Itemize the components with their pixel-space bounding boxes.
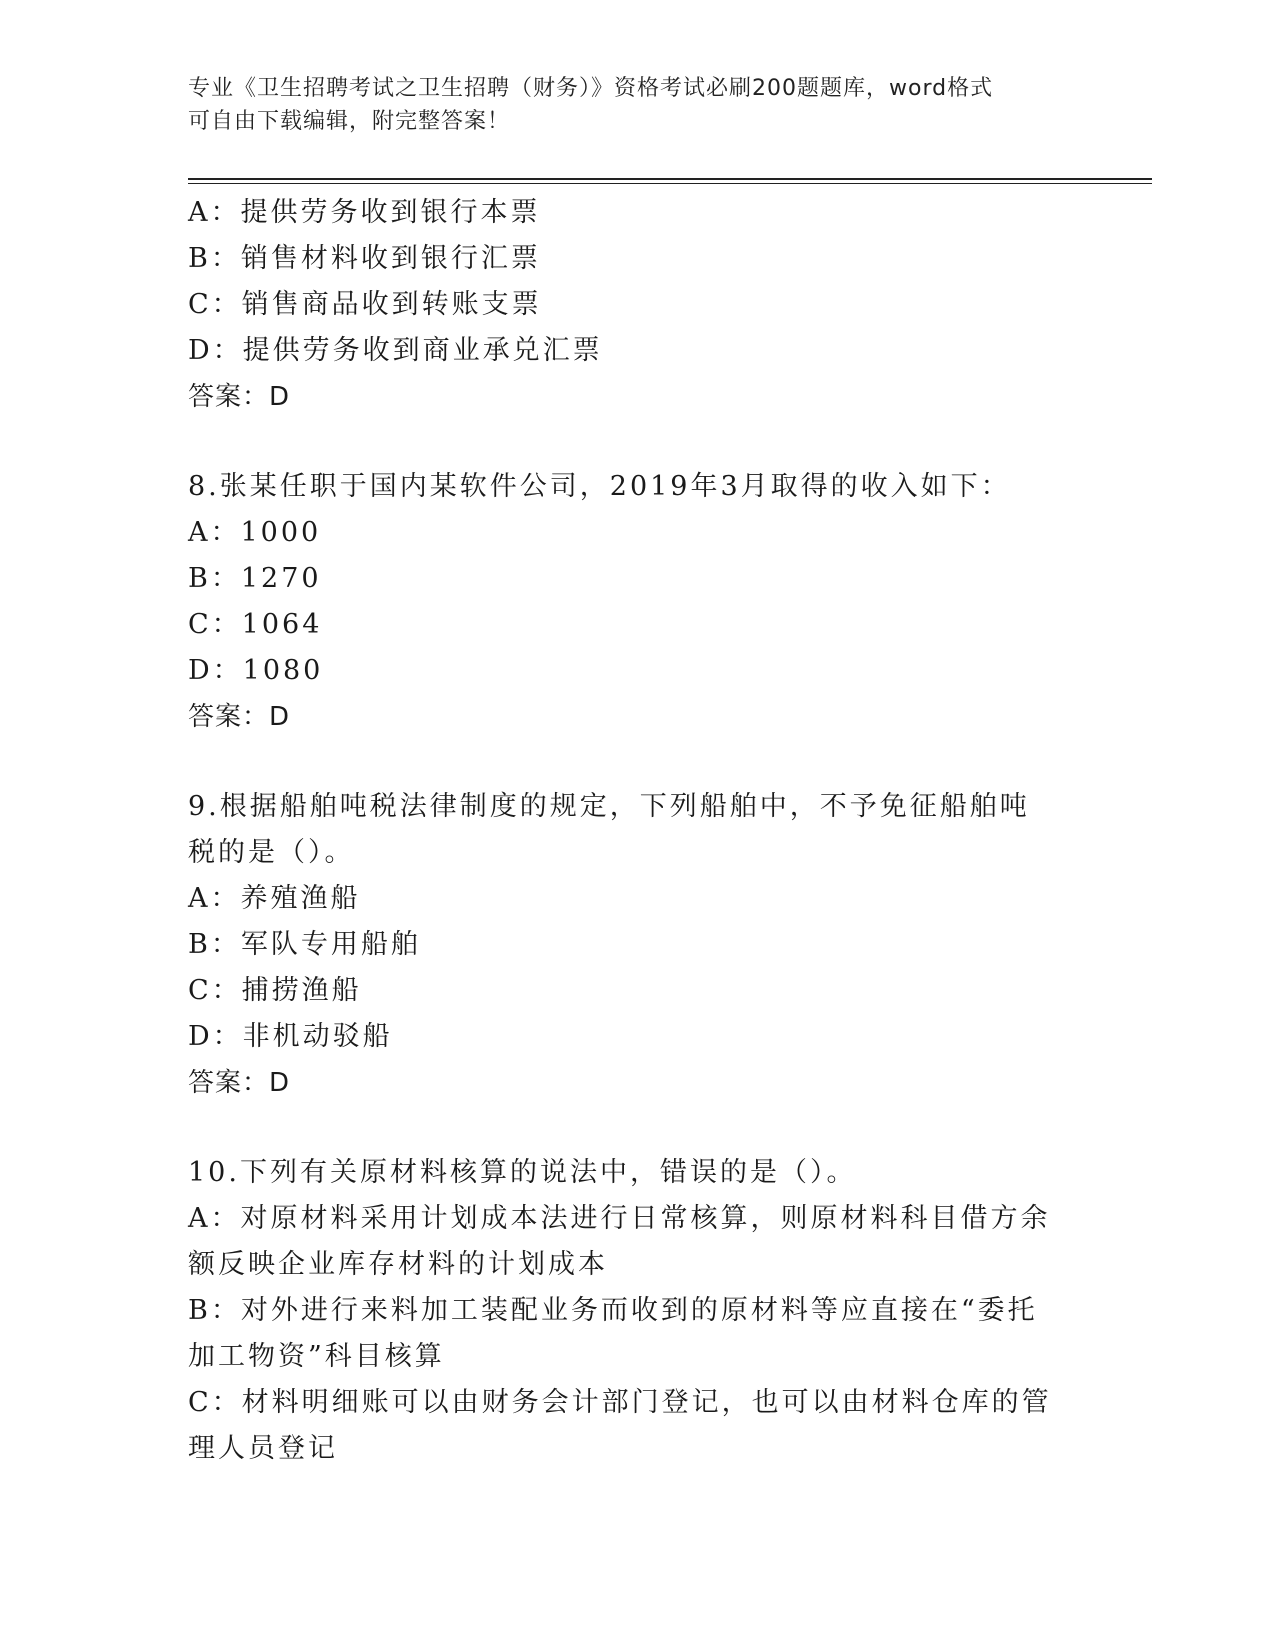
q9-option-d: D：非机动驳船 <box>188 1021 393 1052</box>
q8-option-c: C：1064 <box>188 609 323 640</box>
q7-option-c: C：销售商品收到转账支票 <box>188 289 542 320</box>
q9-answer: 答案：D <box>188 1068 291 1098</box>
question-10-block <box>188 1150 1088 1472</box>
q8-option-a: A：1000 <box>188 517 322 548</box>
q9-question: 9.根据船舶吨税法律制度的规定，下列船舶中，不予免征船舶吨税的是（）。 <box>188 791 1030 868</box>
q9-option-c: C：捕捞渔船 <box>188 975 362 1006</box>
q8-option-d: D：1080 <box>188 655 324 686</box>
spacer <box>188 1106 1088 1150</box>
question-9-block <box>188 784 1088 1106</box>
document-header <box>188 72 1088 138</box>
q8-answer: 答案：D <box>188 702 291 732</box>
header-line-2: 可自由下载编辑，附完整答案！ <box>188 109 511 134</box>
q8-option-b: B：1270 <box>188 563 322 594</box>
q10-option-b: B：对外进行来料加工装配业务而收到的原材料等应直接在“委托加工物资”科目核算 <box>188 1295 1038 1372</box>
header-rule-thick <box>188 178 1152 180</box>
q7-option-b: B：销售材料收到银行汇票 <box>188 243 541 274</box>
header-line-1: 专业《卫生招聘考试之卫生招聘（财务）》资格考试必刷200题题库，word格式 <box>188 76 994 101</box>
q8-question: 8.张某任职于国内某软件公司，2019年3月取得的收入如下： <box>188 471 1011 502</box>
q7-option-a: A：提供劳务收到银行本票 <box>188 197 541 228</box>
spacer <box>188 420 1088 464</box>
q10-option-c: C：材料明细账可以由财务会计部门登记，也可以由材料仓库的管理人员登记 <box>188 1387 1052 1464</box>
question-7-block <box>188 190 1088 420</box>
q7-answer: 答案：D <box>188 382 291 412</box>
q9-option-a: A：养殖渔船 <box>188 883 361 914</box>
question-content <box>188 190 1088 1472</box>
header-rule-thin <box>188 183 1152 184</box>
q9-option-b: B：军队专用船舶 <box>188 929 421 960</box>
q7-option-d: D：提供劳务收到商业承兑汇票 <box>188 335 603 366</box>
question-8-block <box>188 464 1088 740</box>
spacer <box>188 740 1088 784</box>
q10-option-a: A：对原材料采用计划成本法进行日常核算，则原材料科目借方余额反映企业库存材料的计划成本 <box>188 1203 1051 1280</box>
q10-question: 10.下列有关原材料核算的说法中，错误的是（）。 <box>188 1157 857 1188</box>
